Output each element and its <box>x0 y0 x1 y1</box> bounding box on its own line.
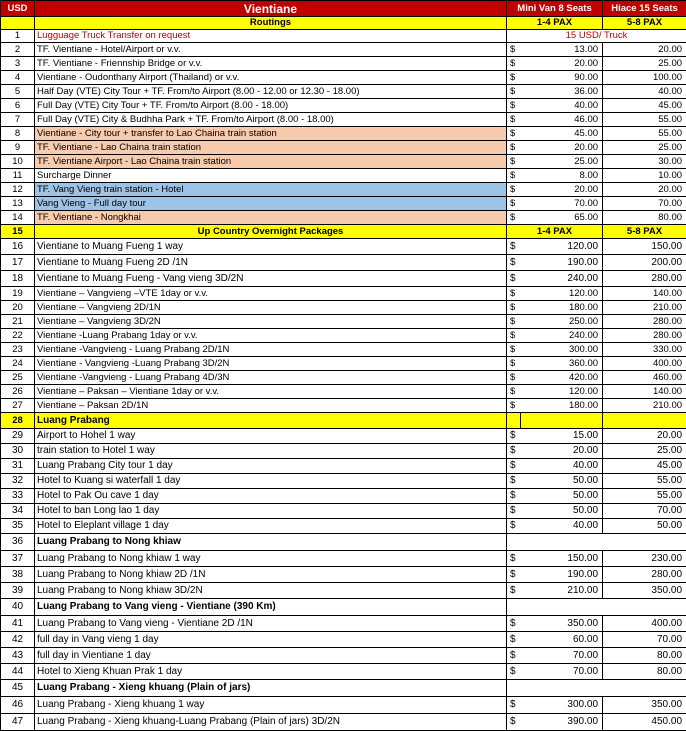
currency-symbol: $ <box>507 197 521 211</box>
price-minivan: 50.00 <box>521 474 603 489</box>
currency-symbol: $ <box>507 632 521 648</box>
price-hiace: 20.00 <box>603 183 686 197</box>
row-number: 4 <box>1 71 35 85</box>
price-hiace: 210.00 <box>603 399 686 413</box>
truck-note: 15 USD/ Truck <box>507 30 686 43</box>
table-row <box>1 616 686 632</box>
price-hiace: 460.00 <box>603 371 686 385</box>
row-number: 5 <box>1 85 35 99</box>
pax-large-label: 5-8 PAX <box>603 17 686 30</box>
row-number: 46 <box>1 697 35 714</box>
price-minivan: 180.00 <box>521 301 603 315</box>
table-row <box>1 504 686 519</box>
section-spacer <box>507 680 686 697</box>
row-number: 13 <box>1 197 35 211</box>
price-hiace: 450.00 <box>603 714 686 731</box>
price-hiace: 400.00 <box>603 616 686 632</box>
table-row <box>1 489 686 504</box>
pax-small-label: 1-4 PAX <box>507 17 603 30</box>
row-description: Vientiane – Vangvieng 3D/2N <box>35 315 507 329</box>
table-row <box>1 141 686 155</box>
row-number: 23 <box>1 343 35 357</box>
header-row <box>1 1 686 17</box>
section-spacer <box>603 413 686 429</box>
row-description: Vientiane -Vangvieng - Luang Prabang 2D/1N <box>35 343 507 357</box>
price-hiace: 140.00 <box>603 385 686 399</box>
currency-symbol: $ <box>507 329 521 343</box>
row-description: Surcharge Dinner <box>35 169 507 183</box>
price-minivan: 65.00 <box>521 211 603 225</box>
price-minivan: 250.00 <box>521 315 603 329</box>
currency-symbol: $ <box>507 155 521 169</box>
row-description: Hotel to Eleplant village 1 day <box>35 519 507 534</box>
pax-small-label: 1-4 PAX <box>507 225 603 239</box>
row-description: Full Day (VTE) City & Budhha Park + TF. From/to Airport (8.00 - 18.00) <box>35 113 507 127</box>
row-number: 27 <box>1 399 35 413</box>
row-number: 9 <box>1 141 35 155</box>
price-hiace: 50.00 <box>603 519 686 534</box>
row-description: Vientiane to Muang Fueng - Vang vieng 3D/2N <box>35 271 507 287</box>
currency-symbol: $ <box>507 551 521 567</box>
table-row <box>1 474 686 489</box>
price-hiace: 280.00 <box>603 315 686 329</box>
row-number: 12 <box>1 183 35 197</box>
price-hiace: 200.00 <box>603 255 686 271</box>
section-title: Up Country Overnight Packages <box>35 225 507 239</box>
price-minivan: 90.00 <box>521 71 603 85</box>
row-number: 37 <box>1 551 35 567</box>
table-row <box>1 183 686 197</box>
table-row <box>1 211 686 225</box>
table-row <box>1 371 686 385</box>
table-row <box>1 567 686 583</box>
price-hiace: 70.00 <box>603 632 686 648</box>
row-number: 1 <box>1 30 35 43</box>
price-minivan: 20.00 <box>521 141 603 155</box>
price-minivan: 50.00 <box>521 489 603 504</box>
table-row <box>1 301 686 315</box>
currency-symbol: $ <box>507 169 521 183</box>
price-minivan: 15.00 <box>521 429 603 444</box>
currency-symbol: $ <box>507 357 521 371</box>
row-description: TF. Vientiane Airport - Lao Chaina train station <box>35 155 507 169</box>
price-minivan: 210.00 <box>521 583 603 599</box>
row-number: 28 <box>1 413 35 429</box>
price-hiace: 280.00 <box>603 271 686 287</box>
row-description: Vientiane – Paksan – Vientiane 1day or v.v. <box>35 385 507 399</box>
price-minivan: 180.00 <box>521 399 603 413</box>
price-minivan: 40.00 <box>521 519 603 534</box>
row-description: Vientiane – Vangvieng 2D/1N <box>35 301 507 315</box>
table-row <box>1 444 686 459</box>
table-row <box>1 714 686 731</box>
currency-symbol: $ <box>507 474 521 489</box>
table-row <box>1 71 686 85</box>
table-row <box>1 343 686 357</box>
price-hiace: 210.00 <box>603 301 686 315</box>
currency-symbol: $ <box>507 371 521 385</box>
row-number: 29 <box>1 429 35 444</box>
table-row <box>1 664 686 680</box>
price-hiace: 55.00 <box>603 489 686 504</box>
currency-symbol: $ <box>507 343 521 357</box>
row-number: 21 <box>1 315 35 329</box>
price-minivan: 20.00 <box>521 57 603 71</box>
table-row <box>1 239 686 255</box>
row-description: Vang Vieng - Full day tour <box>35 197 507 211</box>
row-number: 30 <box>1 444 35 459</box>
currency-symbol: $ <box>507 648 521 664</box>
row-number: 35 <box>1 519 35 534</box>
section-spacer <box>507 599 686 616</box>
city-title: Vientiane <box>35 1 507 17</box>
section-title: Luang Prabang <box>35 413 507 429</box>
row-number: 42 <box>1 632 35 648</box>
row-description: Luang Prabang City tour 1 day <box>35 459 507 474</box>
row-description: train station to Hotel 1 way <box>35 444 507 459</box>
price-minivan: 20.00 <box>521 183 603 197</box>
row-number: 25 <box>1 371 35 385</box>
currency-symbol: $ <box>507 85 521 99</box>
routings-label: Routings <box>35 17 507 30</box>
price-hiace: 25.00 <box>603 444 686 459</box>
table-row <box>1 357 686 371</box>
price-hiace: 100.00 <box>603 71 686 85</box>
row-description: Luang Prabang - Xieng khuang-Luang Prabang (Plain of jars) 3D/2N <box>35 714 507 731</box>
routings-row <box>1 17 686 30</box>
currency-symbol: $ <box>507 519 521 534</box>
price-minivan: 70.00 <box>521 664 603 680</box>
row-number: 14 <box>1 211 35 225</box>
table-row <box>1 632 686 648</box>
currency-symbol: $ <box>507 489 521 504</box>
table-row <box>1 197 686 211</box>
price-minivan: 420.00 <box>521 371 603 385</box>
row-description: Luang Prabang to Vang vieng - Vientiane 2D /1N <box>35 616 507 632</box>
row-description: Full Day (VTE) City Tour + TF. From/to Airport (8.00 - 18.00) <box>35 99 507 113</box>
price-minivan: 190.00 <box>521 255 603 271</box>
row-number: 34 <box>1 504 35 519</box>
row-description: Hotel to ban Long lao 1 day <box>35 504 507 519</box>
table-row <box>1 385 686 399</box>
row-description: Hotel to Kuang si waterfall 1 day <box>35 474 507 489</box>
table-row <box>1 519 686 534</box>
table-row <box>1 459 686 474</box>
table-row <box>1 99 686 113</box>
price-minivan: 13.00 <box>521 43 603 57</box>
row-number: 38 <box>1 567 35 583</box>
row-description: Luang Prabang to Nong khiaw 1 way <box>35 551 507 567</box>
currency-symbol: $ <box>507 459 521 474</box>
price-hiace: 20.00 <box>603 43 686 57</box>
row-description: Vientiane -Vangvieng - Luang Prabang 4D/3N <box>35 371 507 385</box>
row-description: Vientiane - City tour + transfer to Lao Chaina train station <box>35 127 507 141</box>
currency-symbol: $ <box>507 714 521 731</box>
vehicle-col-2: Hiace 15 Seats <box>603 1 686 17</box>
row-number: 26 <box>1 385 35 399</box>
row-description: Lugguage Truck Transfer on request <box>35 30 507 43</box>
currency-symbol: $ <box>507 211 521 225</box>
row-description: Vientiane – Vangvieng –VTE 1day or v.v. <box>35 287 507 301</box>
section-title: Luang Prabang to Nong khiaw <box>35 534 507 551</box>
row-description: Half Day (VTE) City Tour + TF. From/to Airport (8.00 - 12.00 or 12.30 - 18.00) <box>35 85 507 99</box>
price-hiace: 80.00 <box>603 211 686 225</box>
pax-large-label: 5-8 PAX <box>603 225 686 239</box>
table-row <box>1 127 686 141</box>
price-hiace: 140.00 <box>603 287 686 301</box>
price-minivan: 50.00 <box>521 504 603 519</box>
table-row <box>1 113 686 127</box>
row-number: 45 <box>1 680 35 697</box>
price-minivan: 150.00 <box>521 551 603 567</box>
price-minivan: 390.00 <box>521 714 603 731</box>
row-number: 7 <box>1 113 35 127</box>
price-minivan: 240.00 <box>521 329 603 343</box>
row-description: Vientiane -Luang Prabang 1day or v.v. <box>35 329 507 343</box>
row-description: TF. Vientiane - Nongkhai <box>35 211 507 225</box>
section-spacer <box>507 534 686 551</box>
price-minivan: 120.00 <box>521 385 603 399</box>
price-minivan: 40.00 <box>521 99 603 113</box>
currency-symbol: $ <box>507 429 521 444</box>
section-row <box>1 680 686 697</box>
currency-symbol: $ <box>507 271 521 287</box>
table-row <box>1 169 686 183</box>
row-number: 6 <box>1 99 35 113</box>
price-hiace: 20.00 <box>603 429 686 444</box>
currency-symbol: $ <box>507 183 521 197</box>
row-number: 22 <box>1 329 35 343</box>
price-hiace: 55.00 <box>603 113 686 127</box>
row-number: 2 <box>1 43 35 57</box>
currency-symbol: $ <box>507 287 521 301</box>
currency-symbol: $ <box>507 504 521 519</box>
price-minivan: 70.00 <box>521 648 603 664</box>
row-number: 20 <box>1 301 35 315</box>
price-hiace: 45.00 <box>603 99 686 113</box>
price-minivan: 300.00 <box>521 697 603 714</box>
table-row <box>1 287 686 301</box>
row-number: 32 <box>1 474 35 489</box>
currency-symbol: $ <box>507 113 521 127</box>
row-description: full day in Vientiane 1 day <box>35 648 507 664</box>
row-number: 47 <box>1 714 35 731</box>
currency-symbol: $ <box>507 583 521 599</box>
price-hiace: 280.00 <box>603 567 686 583</box>
row-number: 43 <box>1 648 35 664</box>
price-minivan: 120.00 <box>521 239 603 255</box>
table-row <box>1 315 686 329</box>
table-row <box>1 329 686 343</box>
section-title: Luang Prabang to Vang vieng - Vientiane (390 Km) <box>35 599 507 616</box>
price-minivan: 70.00 <box>521 197 603 211</box>
section-spacer <box>521 413 603 429</box>
table-row <box>1 429 686 444</box>
table-row <box>1 697 686 714</box>
table-row <box>1 85 686 99</box>
row-number: 8 <box>1 127 35 141</box>
price-hiace: 40.00 <box>603 85 686 99</box>
row-number: 33 <box>1 489 35 504</box>
table-row <box>1 30 686 43</box>
currency-label: USD <box>1 1 35 17</box>
row-number: 39 <box>1 583 35 599</box>
row-description: TF. Vientiane - Hotel/Airport or v.v. <box>35 43 507 57</box>
row-description: full day in Vang vieng 1 day <box>35 632 507 648</box>
row-description: Vientiane – Paksan 2D/1N <box>35 399 507 413</box>
row-description: Luang Prabang - Xieng khuang 1 way <box>35 697 507 714</box>
table-row <box>1 551 686 567</box>
currency-symbol: $ <box>507 255 521 271</box>
currency-symbol: $ <box>507 697 521 714</box>
currency-symbol: $ <box>507 99 521 113</box>
section-row <box>1 413 686 429</box>
currency-symbol: $ <box>507 385 521 399</box>
price-hiace: 45.00 <box>603 459 686 474</box>
price-minivan: 45.00 <box>521 127 603 141</box>
price-minivan: 60.00 <box>521 632 603 648</box>
price-hiace: 230.00 <box>603 551 686 567</box>
row-description: Vientiane to Muang Fueng 1 way <box>35 239 507 255</box>
row-description: Hotel to Xieng Khuan Prak 1 day <box>35 664 507 680</box>
row-number: 18 <box>1 271 35 287</box>
price-minivan: 350.00 <box>521 616 603 632</box>
price-hiace: 25.00 <box>603 57 686 71</box>
price-minivan: 360.00 <box>521 357 603 371</box>
table-row <box>1 399 686 413</box>
row-number: 40 <box>1 599 35 616</box>
price-hiace: 400.00 <box>603 357 686 371</box>
row-description: TF. Vientiane - Friennship Bridge or v.v. <box>35 57 507 71</box>
price-hiace: 30.00 <box>603 155 686 169</box>
currency-symbol: $ <box>507 71 521 85</box>
section-row <box>1 534 686 551</box>
price-hiace: 10.00 <box>603 169 686 183</box>
row-number: 17 <box>1 255 35 271</box>
table-row <box>1 57 686 71</box>
price-hiace: 330.00 <box>603 343 686 357</box>
row-description: TF. Vientiane - Lao Chaina train station <box>35 141 507 155</box>
row-number: 31 <box>1 459 35 474</box>
currency-symbol: $ <box>507 399 521 413</box>
row-number: 36 <box>1 534 35 551</box>
row-number: 16 <box>1 239 35 255</box>
row-description: TF. Vang Vieng train station - Hotel <box>35 183 507 197</box>
table-row <box>1 271 686 287</box>
price-hiace: 80.00 <box>603 648 686 664</box>
currency-symbol: $ <box>507 315 521 329</box>
row-description: Luang Prabang to Nong khiaw 3D/2N <box>35 583 507 599</box>
price-hiace: 350.00 <box>603 697 686 714</box>
currency-symbol: $ <box>507 43 521 57</box>
price-minivan: 240.00 <box>521 271 603 287</box>
price-minivan: 46.00 <box>521 113 603 127</box>
price-minivan: 8.00 <box>521 169 603 183</box>
row-number: 15 <box>1 225 35 239</box>
price-hiace: 350.00 <box>603 583 686 599</box>
vehicle-col-1: Mini Van 8 Seats <box>507 1 603 17</box>
section-row <box>1 599 686 616</box>
currency-symbol: $ <box>507 444 521 459</box>
row-number: 11 <box>1 169 35 183</box>
currency-symbol: $ <box>507 127 521 141</box>
price-hiace: 80.00 <box>603 664 686 680</box>
price-minivan: 120.00 <box>521 287 603 301</box>
price-hiace: 150.00 <box>603 239 686 255</box>
section-spacer <box>507 413 521 429</box>
price-minivan: 300.00 <box>521 343 603 357</box>
row-description: Vientiane - Oudonthany Airport (Thailand) or v.v. <box>35 71 507 85</box>
price-hiace: 55.00 <box>603 127 686 141</box>
price-minivan: 40.00 <box>521 459 603 474</box>
row-description: Hotel to Pak Ou cave 1 day <box>35 489 507 504</box>
price-hiace: 280.00 <box>603 329 686 343</box>
price-minivan: 25.00 <box>521 155 603 169</box>
price-hiace: 25.00 <box>603 141 686 155</box>
table-row <box>1 255 686 271</box>
table-row <box>1 583 686 599</box>
currency-symbol: $ <box>507 239 521 255</box>
row-number: 24 <box>1 357 35 371</box>
currency-symbol: $ <box>507 57 521 71</box>
currency-symbol: $ <box>507 664 521 680</box>
table-row <box>1 43 686 57</box>
section-row <box>1 225 686 239</box>
table-row <box>1 155 686 169</box>
row-description: Airport to Hohel 1 way <box>35 429 507 444</box>
row-number: 44 <box>1 664 35 680</box>
currency-symbol: $ <box>507 567 521 583</box>
price-minivan: 190.00 <box>521 567 603 583</box>
currency-symbol: $ <box>507 616 521 632</box>
price-hiace: 70.00 <box>603 197 686 211</box>
price-hiace: 70.00 <box>603 504 686 519</box>
currency-symbol: $ <box>507 301 521 315</box>
section-title: Luang Prabang - Xieng khuang (Plain of jars) <box>35 680 507 697</box>
row-description: Luang Prabang to Nong khiaw 2D /1N <box>35 567 507 583</box>
currency-symbol: $ <box>507 141 521 155</box>
row-number: 3 <box>1 57 35 71</box>
row-number: 41 <box>1 616 35 632</box>
row-number: 19 <box>1 287 35 301</box>
price-hiace: 55.00 <box>603 474 686 489</box>
row-description: Vientiane to Muang Fueng 2D /1N <box>35 255 507 271</box>
price-minivan: 36.00 <box>521 85 603 99</box>
row-description: Vientiane - Vangvieng -Luang Prabang 3D/2N <box>35 357 507 371</box>
row-number: 10 <box>1 155 35 169</box>
price-minivan: 20.00 <box>521 444 603 459</box>
table-row <box>1 648 686 664</box>
